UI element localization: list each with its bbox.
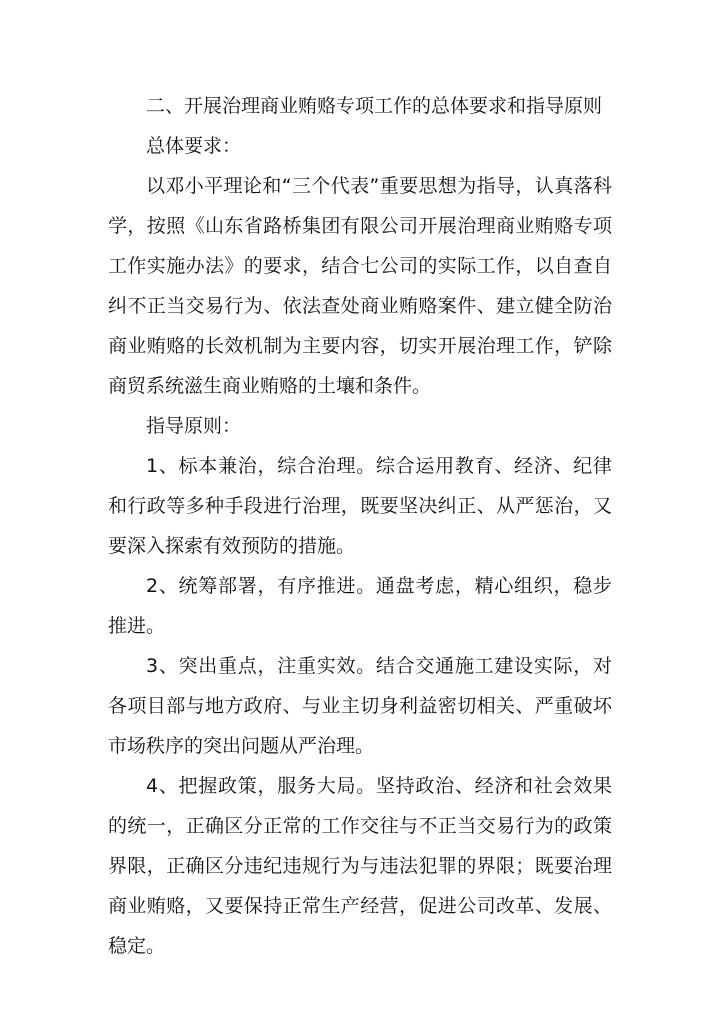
general-requirements-paragraph: 以邓小平理论和“三个代表”重要思想为指导，认真落科学，按照《山东省路桥集团有限公司开展治理商业贿赂专项工作实施办法》的要求，结合七公司的实际工作，以自查自纠不正当交易行为、依法查处商业贿赂案件、建立健全防治商业贿赂的长效机制为主要内容，切实开展治理工作，铲除商贸系统滋生商业贿赂的土壤和条件。 <box>108 175 612 397</box>
general-requirements-heading: 总体要求： <box>146 135 242 157</box>
principle-paragraph-1: 1、标本兼治，综合治理。综合运用教育、经济、纪律和行政等多种手段进行治理，既要坚决纠正、从严惩治，又要深入探索有效预防的措施。 <box>108 455 612 557</box>
principle-paragraph-2: 2、统筹部署，有序推进。通盘考虑，精心组织，稳步推进。 <box>108 575 612 637</box>
document-body <box>108 86 612 966</box>
principle-paragraph-3: 3、突出重点，注重实效。结合交通施工建设实际，对各项目部与地方政府、与业主切身利益密切相关、严重破坏市场秩序的突出问题从严治理。 <box>108 655 612 757</box>
principle-paragraph-4: 4、把握政策，服务大局。坚持政治、经济和社会效果的统一，正确区分正常的工作交往与不正当交易行为的政策界限，正确区分违纪违规行为与违法犯罪的界限；既要治理商业贿赂，又要保持正常生产经营，促进公司改革、发展、稳定。 <box>108 775 612 957</box>
guiding-principles-heading: 指导原则： <box>146 415 242 437</box>
section-title: 二、开展治理商业贿赂专项工作的总体要求和指导原则 <box>146 95 603 117</box>
